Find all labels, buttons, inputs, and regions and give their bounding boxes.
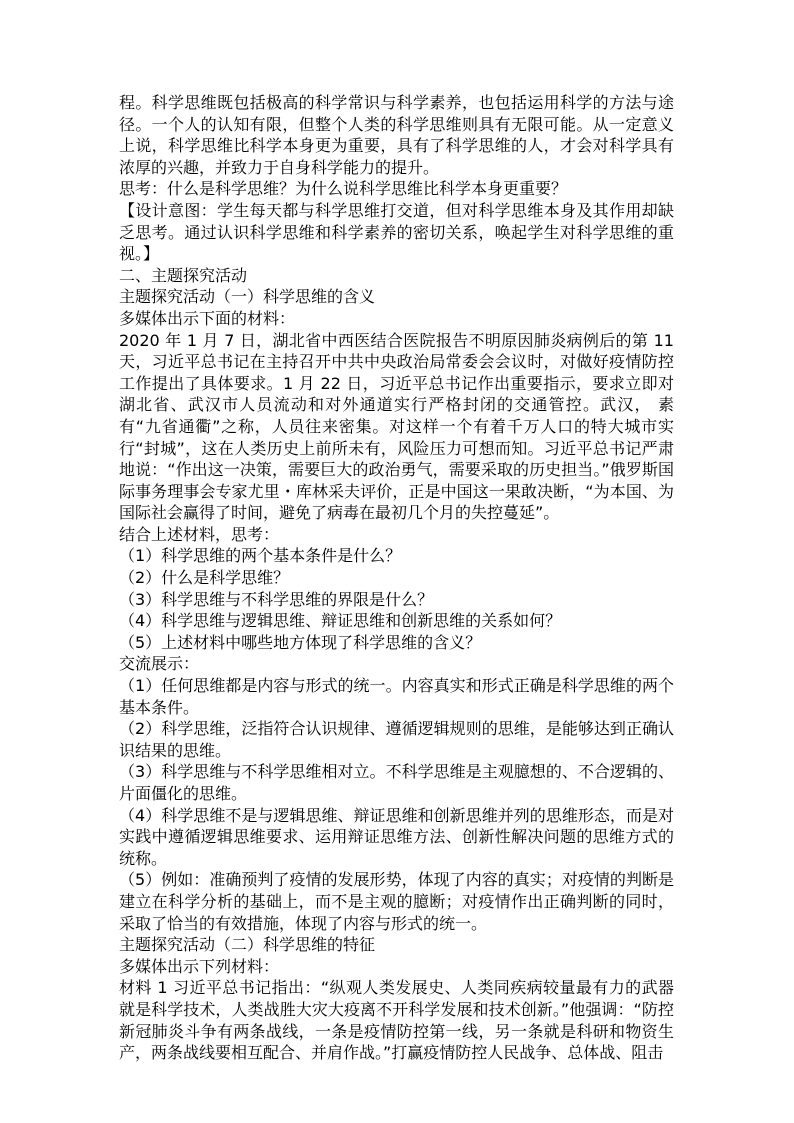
paragraph-intro: 程。科学思维既包括极高的科学常识与科学素养，也包括运用科学的方法与途径。一个人的认知有限，但整个人类的科学思维则具有无限可能。从一定意义上说，科学思维比科学本身更为重要，具有了科学思维的人，才会对科学具有浓厚的兴趣，并致力于自身科学能力的提升。 <box>119 93 674 177</box>
document-body <box>119 92 674 1064</box>
paragraph-think-question: 思考：什么是科学思维？为什么说科学思维比科学本身更重要？ <box>119 179 568 199</box>
material-1-text: 材料 1 习近平总书记指出：“纵观人类发展史、人类同疾病较量最有力的武器就是科学技术，人类战胜大灾大疫离不开科学发展和技术创新。”他强调：“防控新冠肺炎斗争有两条战线，一条是疫情防控第一线，另一条就是科研和物资生产，两条战线要相互配合、并肩作战。”打赢疫情防控人民战争、总体战、阻击 <box>119 978 674 1063</box>
material-text: 2020 年 1 月 7 日，湖北省中西医结合医院报告不明原因肺炎病例后的第 11 天，习近平总书记在主持召开中共中央政治局常委会会议时，对做好疫情防控工作提出了具体要求。1 月 22 日，习近平总书记作出重要指示，要求立即对湖北省、武汉市人员流动和对外通道实行严格封闭的交通管控。武汉， 素有“九省通衢”之称，人员往来密集。对这样一个有着千万人口的特大城市实行“封城”，这在人类历史上前所未有，风险压力可想而知。习近平总书记严肃地说：“作出这一决策，需要巨大的政治勇气，需要采取的历史担当。”俄罗斯国际事务理事会专家尤里・库林采夫评价，正是中国这一果敢决断，“为本国、为国际社会赢得了时间，避免了病毒在最初几个月的失控蔓延”。 <box>119 330 674 523</box>
activity-heading-2: 主题探究活动（二）科学思维的特征 <box>119 935 376 955</box>
answer-3: （3）科学思维与不科学思维相对立。不科学思维是主观臆想的、不合逻辑的、片面僵化的思维。 <box>119 762 674 803</box>
question-4: （4）科学思维与逻辑思维、辩证思维和创新思维的关系如何？ <box>119 611 562 631</box>
material-intro-2: 多媒体出示下列材料： <box>119 956 280 976</box>
question-5: （5）上述材料中哪些地方体现了科学思维的含义？ <box>119 632 482 652</box>
answer-5: （5）例如：准确预判了疫情的发展形势，体现了内容的真实；对疫情的判断是建立在科学分析的基础上，而不是主观的臆断；对疫情作出正确判断的同时，采取了恰当的有效措施，体现了内容与形式的统一。 <box>119 870 674 933</box>
question-3: （3）科学思维与不科学思维的界限是什么？ <box>119 589 434 609</box>
material-intro: 多媒体出示下面的材料： <box>119 308 296 328</box>
paragraph-design-intent: 【设计意图：学生每天都与科学思维打交道，但对科学思维本身及其作用却缺乏思考。通过认识科学思维和科学素养的密切关系，唤起学生对科学思维的重视。】 <box>119 200 674 264</box>
question-1: （1）科学思维的两个基本条件是什么？ <box>119 546 402 566</box>
think-prompt: 结合上述材料，思考： <box>119 524 280 544</box>
activity-heading-1: 主题探究活动（一）科学思维的含义 <box>119 287 376 307</box>
answer-2: （2）科学思维，泛指符合认识规律、遵循逻辑规则的思维，是能够达到正确认识结果的思维。 <box>119 719 674 760</box>
answer-1: （1）任何思维都是内容与形式的统一。内容真实和形式正确是科学思维的两个基本条件。 <box>119 676 674 717</box>
section-heading: 二、主题探究活动 <box>119 265 248 285</box>
exchange-heading: 交流展示： <box>119 654 200 674</box>
question-2: （2）什么是科学思维？ <box>119 568 290 588</box>
answer-4: （4）科学思维不是与逻辑思维、辩证思维和创新思维并列的思维形态，而是对实践中遵循逻辑思维要求、运用辩证思维方法、创新性解决问题的思维方式的统称。 <box>119 805 674 868</box>
